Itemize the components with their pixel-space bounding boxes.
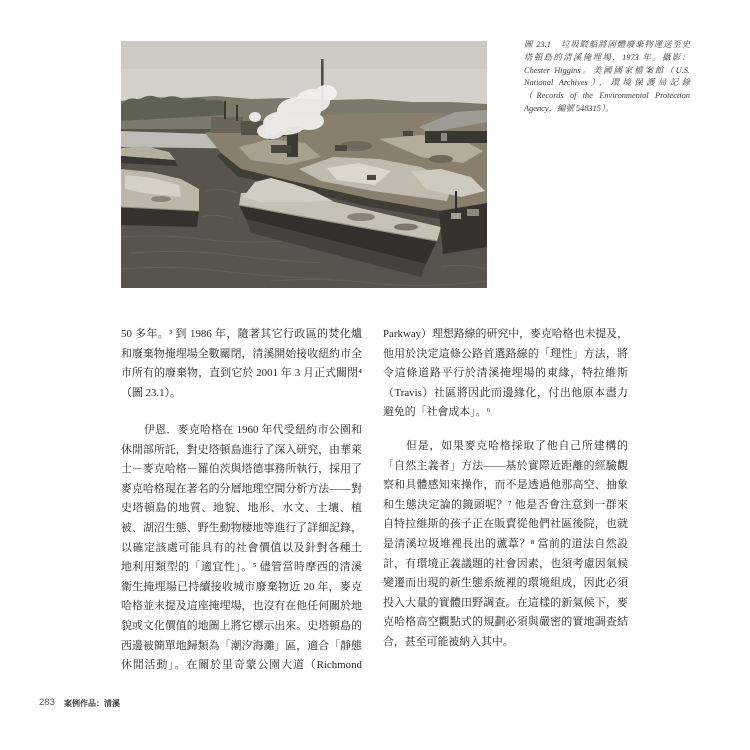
text-line: 「自然主義者」方法——基於實際近距離的經驗觀 bbox=[383, 459, 628, 472]
garbage-barge-shadow bbox=[347, 213, 375, 221]
shed bbox=[425, 131, 487, 143]
text-line: 令這條道路平行於清溪掩埋場的東緣，特拉維斯 bbox=[383, 367, 628, 380]
text-line: 史塔頓島的地質、地貌、地形、水文、土壤、植 bbox=[121, 502, 362, 515]
caption-line: Agency，編號 548315）。 bbox=[524, 103, 614, 113]
text-line: （Travis）社區將因此而邊緣化，付出他原本盡力 bbox=[383, 386, 628, 399]
pier-cargo bbox=[467, 209, 479, 216]
garbage-barge-shadow bbox=[394, 224, 418, 231]
text-line: 休閒活動」。在關於里奇蒙公園大道（Richmond bbox=[121, 659, 362, 672]
barge-cargo-shadow bbox=[151, 196, 171, 202]
conveyor bbox=[271, 145, 291, 153]
text-line: 哈格並未提及這座掩埋場，也沒有在他任何關於地 bbox=[121, 600, 362, 613]
pier-cargo bbox=[451, 213, 461, 219]
smoke-puff bbox=[294, 112, 324, 130]
truck bbox=[335, 145, 347, 151]
text-line: 麥克哈格現在著名的分層地理空間分析方法——對 bbox=[121, 482, 362, 495]
right-column-paragraph-2 bbox=[383, 437, 628, 653]
text-line: 貌或文化價值的地圖上將它標示出來。史塔頓島的 bbox=[121, 619, 362, 632]
chimney bbox=[236, 105, 238, 121]
pier bbox=[439, 203, 487, 254]
caption-line: 圖 23.1 垃圾駁船將固體廢棄物運送至史 bbox=[524, 40, 690, 49]
text-line: 休閒部所託，對史塔頓島進行了深入研究，由華萊 bbox=[121, 443, 362, 456]
shed-door bbox=[441, 133, 447, 141]
text-line: 被、湖沼生態、野生動物棲地等進行了詳細記錄， bbox=[121, 521, 362, 534]
caption-line: 塔頓島的清溪掩埋場，1973 年。攝影： bbox=[524, 52, 690, 62]
text-line: 計，有環境正義議題的社會因素，也須考慮因氣候 bbox=[383, 557, 628, 570]
text-line: 變遷而出現的新生態系統裡的環境組成，因此必須 bbox=[383, 577, 628, 590]
left-column-paragraph-1 bbox=[121, 325, 362, 403]
page-number: 283 bbox=[39, 697, 55, 708]
text-line: 投入大量的實體田野調查。在這樣的新氣候下，麥 bbox=[383, 596, 628, 609]
figure-caption bbox=[524, 39, 690, 116]
smoke-puff bbox=[315, 85, 337, 101]
truck bbox=[367, 175, 376, 180]
sky-haze bbox=[121, 41, 487, 69]
landfill-photo bbox=[121, 41, 487, 288]
pier-post bbox=[455, 191, 457, 213]
text-line: 伊恩．麥克哈格在 1960 年代受紐約市公園和 bbox=[144, 424, 362, 436]
right-column-paragraph-1 bbox=[383, 325, 628, 423]
text-line: 避免的「社會成本」。⁶ bbox=[383, 406, 491, 419]
text-line: 衛生掩埋場已持續接收城市廢棄物近 20 年，麥克 bbox=[121, 580, 362, 593]
caption-line: （Records of the Environmental Protection bbox=[524, 91, 690, 101]
text-line: 和廢棄物掩埋場全數關閉，清溪開始接收紐約市全 bbox=[121, 347, 362, 360]
text-line: 50 多年。³ 到 1986 年，隨著其它行政區的焚化爐 bbox=[121, 328, 362, 340]
caption-line: National Archives），環境保護局記錄 bbox=[524, 78, 690, 88]
smoke-puff bbox=[249, 112, 261, 122]
text-line: 市所有的廢棄物，直到它於 2001 年 3 月正式關閉⁴ bbox=[121, 367, 362, 380]
left-column-paragraph-2 bbox=[121, 421, 362, 676]
text-line: （圖 23.1）。 bbox=[121, 386, 181, 399]
running-footer-section: 案例作品：清溪 bbox=[64, 699, 120, 708]
building bbox=[211, 117, 243, 133]
text-line: 西邊被簡單地歸類為「潮汐海灘」區，適合「靜態 bbox=[121, 639, 362, 652]
caption-line: Chester Higgins。美國國家檔案館（U.S. bbox=[524, 65, 690, 75]
truck bbox=[403, 131, 413, 136]
text-line: 自特拉維斯的孩子正在販賣從他們社區後院，也就 bbox=[383, 518, 628, 531]
text-line: 地利用類型的「適宜性」。⁵ 儘管當時摩西的清溪 bbox=[121, 561, 362, 574]
text-line: 士－麥克哈格－羅伯茨與塔德事務所執行，採用了 bbox=[121, 463, 362, 476]
text-line: 和生態決定論的鏡頭呢？⁷ 他是否會注意到一群來 bbox=[383, 498, 628, 511]
text-line: 但是，如果麥克哈格採取了他自己所建構的 bbox=[406, 440, 628, 452]
text-line: Parkway）理想路線的研究中，麥克哈格也未提及， bbox=[383, 328, 629, 340]
text-line: 察和具體感知來操作，而不是透過他那高空、抽象 bbox=[383, 479, 628, 492]
text-line: 以確定該處可能具有的社會價值以及針對各種土 bbox=[121, 541, 362, 554]
chimney bbox=[224, 101, 226, 119]
text-line: 他用於決定這條公路首選路線的「理性」方法，將 bbox=[383, 347, 628, 360]
text-line: 合，甚至可能被納入其中。 bbox=[383, 635, 514, 648]
soil-patch bbox=[429, 155, 453, 163]
text-line: 克哈格高空觀點式的規劃必須與嚴密的實地調查結 bbox=[383, 616, 628, 629]
text-line: 是清溪垃圾堆裡長出的蘆葦？⁸ 當前的道法自然設 bbox=[383, 537, 628, 550]
